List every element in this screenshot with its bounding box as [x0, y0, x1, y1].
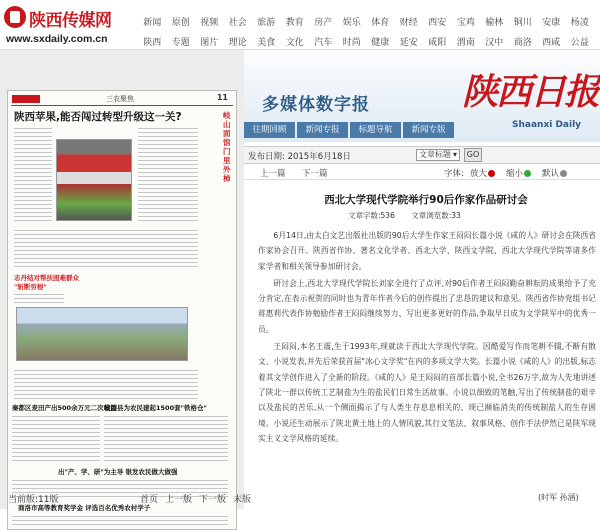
newspaper-page-thumbnail[interactable]	[7, 90, 237, 530]
paper-text-block	[14, 291, 64, 305]
article-paragraph: 王闷闷,本名王震,生于1993年,现就读于西北大学现代学院。因酷爱写作而笔耕不辍,不断有散文、小说发表,并先后荣获首届"冰心文学奖"在内的多项文学大奖。长篇小说《咸的人》的出版,标志着其文学创作进入了全新的阶段。《咸的人》是王闷闷的首部长篇小说,全书26万字,故为人先地讲述了陕北一群以传统工艺制盐为生的盐民们日常生活故事。小说以细致的笔触,写出了传统制盐的艰辛以及盐民的苦乐,从一个侧面揭示了与人类生存息息相关的、现已濒临消失的传统制盐人的生存困境。小说还生动展示了陕北黄土地上的人情风貌,其行文笔法、叙事风格、创作手法伊然已是陕军现实主义文学风格的延续。	[258, 342, 596, 443]
article-control-bar	[244, 164, 600, 180]
nav-row2-link[interactable]: 汉中	[485, 37, 504, 48]
font-larger-icon	[488, 170, 495, 177]
banner-menu-item[interactable]: 新闻专报	[297, 122, 348, 138]
site-logo[interactable]	[4, 6, 132, 48]
nav-row2-link[interactable]: 健康	[371, 37, 390, 48]
nav-row1-link[interactable]: 安康	[542, 17, 561, 28]
newspaper-panel	[0, 50, 252, 512]
prev-article-link[interactable]: 上一篇	[260, 169, 286, 179]
paper-text-block	[14, 367, 198, 399]
paper-photo-store[interactable]	[56, 139, 132, 221]
paper-text-block	[104, 413, 228, 461]
site-header	[0, 0, 600, 50]
digital-paper-banner	[244, 50, 600, 142]
nav-row2-link[interactable]: 商洛	[513, 37, 532, 48]
nav-row1-link[interactable]: 财经	[399, 17, 418, 28]
paper-headline[interactable]: 陕西苹果,能否闯过转型升级这一关?	[14, 111, 182, 123]
last-page-link[interactable]: 末版	[233, 495, 252, 505]
nav-row-2	[138, 31, 598, 51]
paper-text-block	[12, 413, 100, 461]
paper-rule	[11, 105, 233, 106]
nav-row2-link[interactable]: 理论	[228, 37, 247, 48]
prev-page-link[interactable]: 上一版	[165, 495, 193, 505]
next-article-link[interactable]: 下一篇	[302, 169, 328, 179]
paper-text-block	[14, 125, 52, 221]
top-nav	[138, 11, 598, 51]
nav-row2-link[interactable]: 专题	[171, 37, 190, 48]
nav-row2-link[interactable]: 文化	[285, 37, 304, 48]
paper-headline-2[interactable]: 秦都区麦田产出500余万元二次收益	[12, 404, 117, 412]
paper-headline-4[interactable]: 出"产、学、研"为主导 银发农民做大做强	[58, 468, 178, 476]
article-body	[258, 228, 596, 448]
banner-masthead: 陕西日报	[462, 71, 599, 113]
paper-photo-field[interactable]	[16, 307, 188, 361]
nav-row2-link[interactable]: 公益	[570, 37, 589, 48]
banner-menu-item[interactable]: 标题导航	[350, 122, 401, 138]
view-count: 文章浏览数:33	[411, 211, 461, 220]
nav-row2-link[interactable]: 汽车	[314, 37, 333, 48]
article-stats	[348, 210, 475, 221]
nav-row1-link[interactable]: 宝鸡	[456, 17, 475, 28]
banner-menu-item[interactable]: 往期回顾	[244, 122, 295, 138]
paper-headline-3[interactable]: 城固县为农民建起1500套"铁格仓"	[104, 404, 207, 412]
article-author: (时军 孙涵)	[538, 493, 579, 502]
banner-menu	[244, 122, 456, 138]
nav-row1-link[interactable]: 体育	[371, 17, 390, 28]
article-panel	[244, 50, 600, 509]
paper-caption-sub: "斩断穷根"	[14, 283, 47, 291]
nav-row-1	[138, 11, 598, 31]
paper-vertical-title[interactable]: 岐山面馆门里外柿	[223, 111, 231, 183]
paper-text-block	[138, 125, 198, 221]
paper-masthead-logo	[12, 95, 40, 103]
nav-row1-link[interactable]: 原创	[171, 17, 190, 28]
current-page-label: 当前版:11版	[8, 495, 59, 505]
nav-row1-link[interactable]: 娱乐	[342, 17, 361, 28]
nav-row1-link[interactable]: 视频	[200, 17, 219, 28]
site-name: 陕西传媒网	[29, 11, 112, 31]
publish-date: 发布日期: 2015年6月18日	[248, 152, 351, 162]
paper-section-label: 三农聚焦	[106, 95, 134, 103]
nav-row2-link[interactable]: 时尚	[342, 37, 361, 48]
font-smaller-button[interactable]: 缩小	[506, 167, 531, 179]
site-url: www.sxdaily.com.cn	[6, 33, 108, 45]
nav-row2-link[interactable]: 美食	[257, 37, 276, 48]
paper-text-block	[14, 227, 198, 267]
paper-text-block	[12, 513, 228, 527]
nav-row2-link[interactable]: 陕西	[143, 37, 162, 48]
page-navigation	[140, 492, 258, 505]
nav-row1-link[interactable]: 杨凌	[570, 17, 589, 28]
nav-row1-link[interactable]: 社会	[228, 17, 247, 28]
nav-row2-link[interactable]: 咸阳	[428, 37, 447, 48]
nav-row1-link[interactable]: 西安	[428, 17, 447, 28]
banner-english-name: Shaanxi Daily	[512, 120, 582, 130]
nav-row2-link[interactable]: 渭南	[456, 37, 475, 48]
nav-row1-link[interactable]: 铜川	[513, 17, 532, 28]
font-smaller-icon	[524, 170, 531, 177]
nav-row1-link[interactable]: 房产	[314, 17, 333, 28]
logo-mark-icon	[4, 6, 26, 28]
nav-row1-link[interactable]: 榆林	[485, 17, 504, 28]
go-button[interactable]: GO	[464, 148, 482, 162]
banner-subtitle: 多媒体数字报	[262, 95, 370, 115]
font-larger-button[interactable]: 放大	[470, 167, 495, 179]
font-default-button[interactable]: 默认	[542, 167, 567, 179]
info-bar	[244, 146, 600, 164]
nav-row2-link[interactable]: 延安	[399, 37, 418, 48]
first-page-link[interactable]: 首页	[140, 495, 159, 505]
nav-row1-link[interactable]: 旅游	[257, 17, 276, 28]
paper-caption[interactable]: 志丹结对帮扶困难群众	[14, 274, 79, 282]
article-title: 西北大学现代学院举行90后作家作品研讨会	[324, 194, 528, 206]
article-title-select[interactable]: 文章标题 ▾	[416, 149, 460, 161]
nav-row1-link[interactable]: 新闻	[143, 17, 162, 28]
word-count: 文章字数:536	[348, 211, 395, 220]
banner-menu-item[interactable]: 新闻专版	[403, 122, 454, 138]
font-size-label: 字体:	[444, 169, 464, 179]
article-paragraph: 6月14日,由太白文艺出版社出版的90后大学生作家王闷闷长篇小说《咸的人》研讨会在陕西省作家协会召开。陕西省作协、著名文化学者、西北大学、陕西文学院、西北大学现代学院等诸多作家学者和相关领导参加研讨会。	[258, 231, 596, 271]
paper-headline-5[interactable]: 商洛市高等教育奖学金 评选百名优秀农村学子	[18, 504, 151, 512]
next-page-link[interactable]: 下一版	[199, 495, 227, 505]
article-paragraph: 研讨会上,西北大学现代学院长刘家全进行了点评,对90后作者王闷闷勤奋耕耘的成果给予了充分肯定,在表示祝贺的同时也为青年作者今后的创作提出了忠恳的建议和意见。陕西省作协党组书记蒋惠莉代表作协勉励作者王闷闷继续努力、写出更多更好的作品,争取早日成为文学陕军中的优秀一员。	[258, 278, 596, 334]
font-default-icon	[560, 170, 567, 177]
paper-page-number: 11	[216, 93, 228, 102]
nav-row1-link[interactable]: 教育	[285, 17, 304, 28]
nav-row2-link[interactable]: 图片	[200, 37, 219, 48]
nav-row2-link[interactable]: 西咸	[542, 37, 561, 48]
